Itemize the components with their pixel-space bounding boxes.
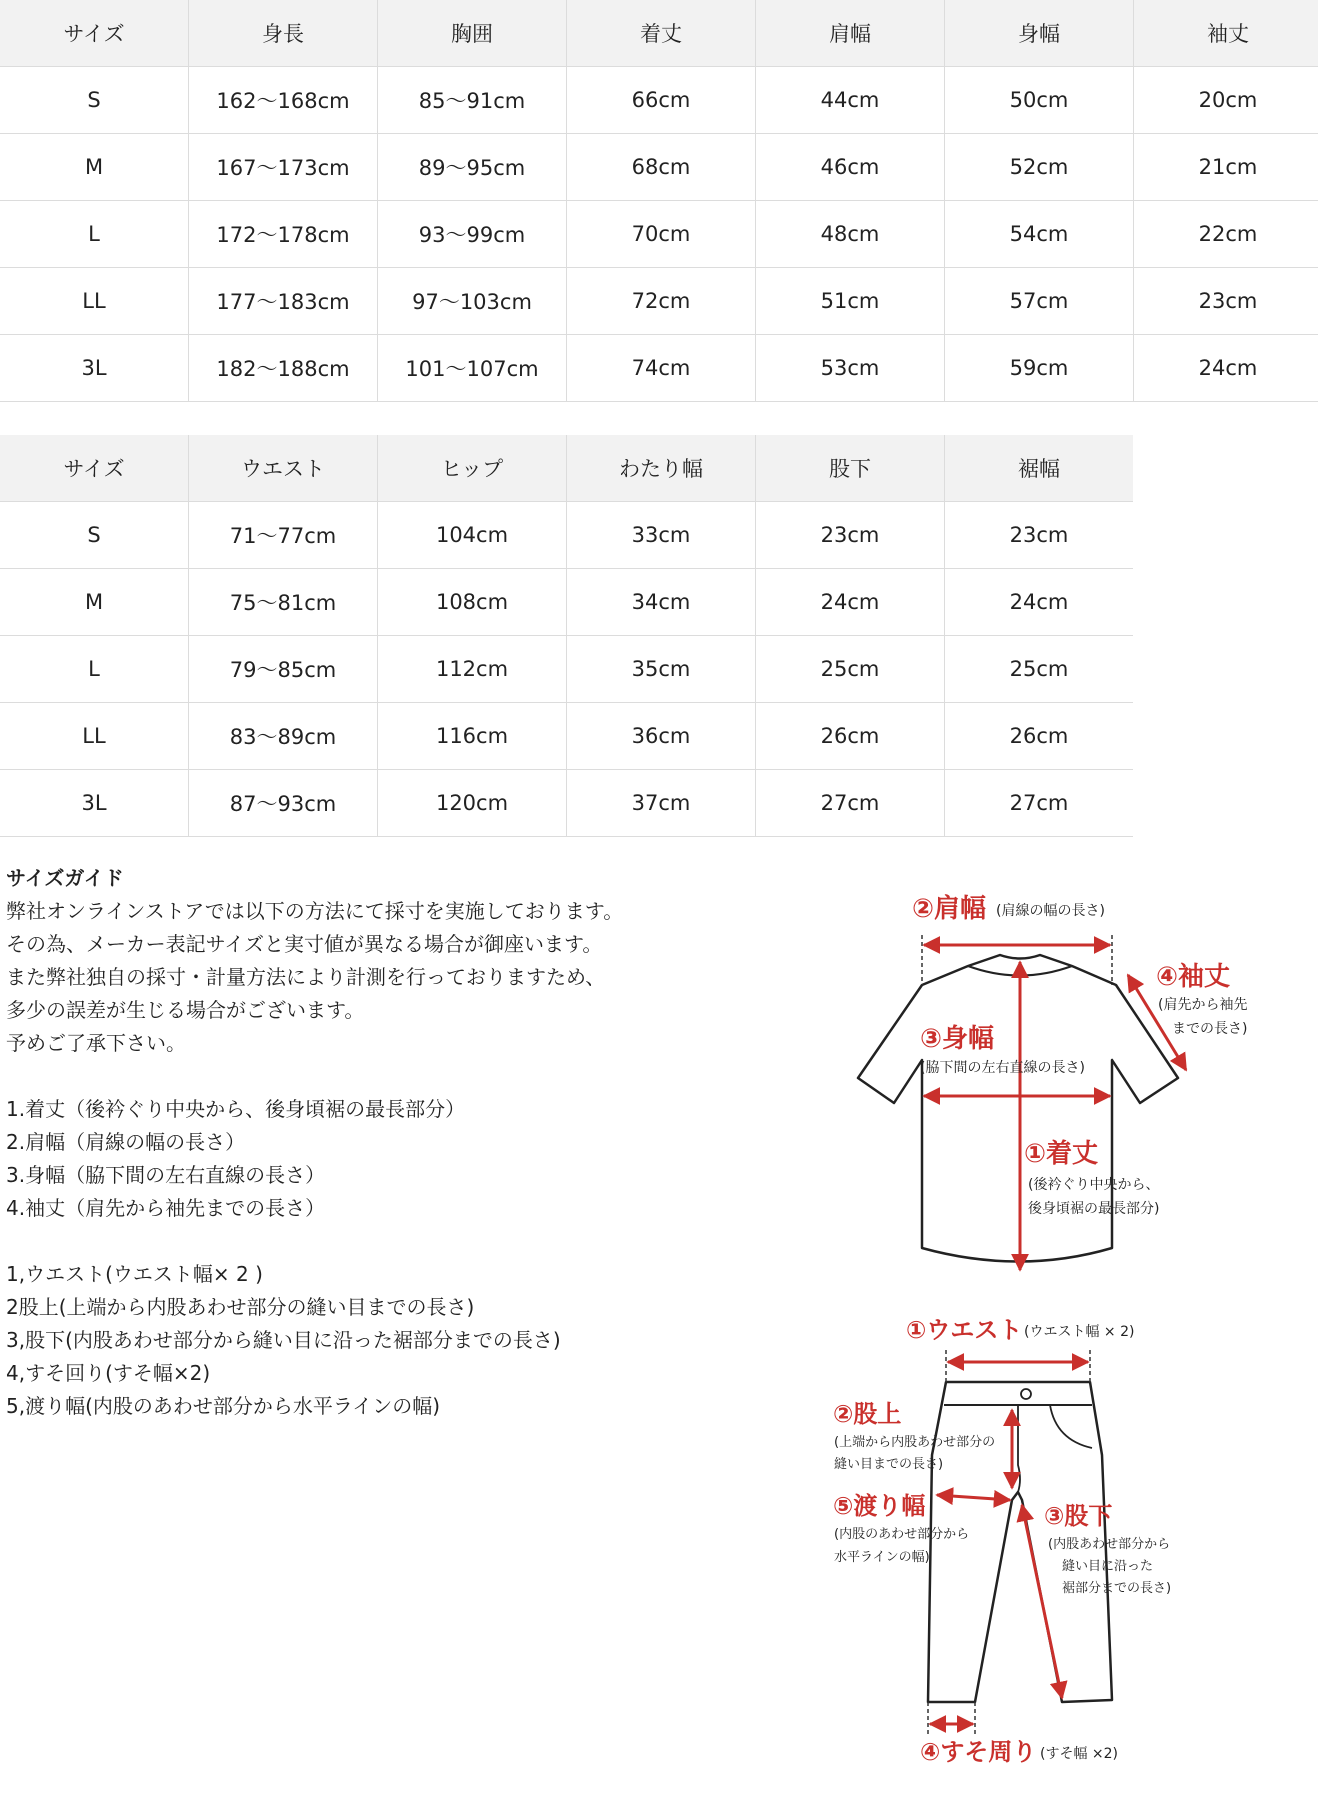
guide-intro-line: 多少の誤差が生じる場合がございます。 xyxy=(6,998,365,1022)
table-cell: L xyxy=(0,636,189,703)
guide-intro-line: また弊社独自の採寸・計量方法により計測を行っておりますため、 xyxy=(6,965,606,989)
thigh-note-2: 水平ラインの幅) xyxy=(834,1550,930,1565)
header-cell: わたり幅 xyxy=(567,435,756,502)
table-cell: LL xyxy=(0,268,189,335)
bottoms-point: 2股上(上端から内股あわせ部分の縫い目までの長さ) xyxy=(6,1295,475,1319)
table-cell: 72cm xyxy=(567,268,756,335)
table-cell: 70cm xyxy=(567,201,756,268)
table-cell: M xyxy=(0,134,189,201)
inseam-note-3: 裾部分までの長さ) xyxy=(1062,1581,1172,1596)
table-row xyxy=(0,268,1318,335)
tops-size-table xyxy=(0,0,1318,402)
size-guide-title: サイズガイド xyxy=(6,866,124,890)
table-cell: 25cm xyxy=(756,636,945,703)
table-cell: 24cm xyxy=(756,569,945,636)
table-cell: 25cm xyxy=(945,636,1134,703)
header-cell: ウエスト xyxy=(189,435,378,502)
table-cell: 48cm xyxy=(756,201,945,268)
length-note-2: 後身頃裾の最長部分) xyxy=(1028,1201,1160,1217)
table-cell: 83〜89cm xyxy=(189,703,378,770)
header-cell: 着丈 xyxy=(567,0,756,67)
table-cell: 46cm xyxy=(756,134,945,201)
table-cell: L xyxy=(0,201,189,268)
table-row xyxy=(0,569,1133,636)
table-row xyxy=(0,502,1133,569)
header-cell: 股下 xyxy=(756,435,945,502)
table-cell: 104cm xyxy=(378,502,567,569)
table-cell: 89〜95cm xyxy=(378,134,567,201)
table-cell: 50cm xyxy=(945,67,1134,134)
table-cell: 3L xyxy=(0,770,189,837)
rise-note-1: (上端から内股あわせ部分の xyxy=(834,1435,996,1450)
table-cell: 57cm xyxy=(945,268,1134,335)
table-cell: 23cm xyxy=(1134,268,1318,335)
table-cell: 74cm xyxy=(567,335,756,402)
table-cell: 66cm xyxy=(567,67,756,134)
bottoms-point: 4,すそ回り(すそ幅×2) xyxy=(6,1361,211,1385)
body-width-note: (脇下間の左右直線の長さ) xyxy=(920,1060,1085,1076)
length-title: ①着丈 xyxy=(1024,1139,1099,1169)
header-cell: 袖丈 xyxy=(1134,0,1318,67)
tops-point: 2.肩幅（肩線の幅の長さ） xyxy=(6,1130,246,1154)
table-cell: 53cm xyxy=(756,335,945,402)
shoulder-title: ②肩幅 xyxy=(912,894,987,924)
bottoms-point: 3,股下(内股あわせ部分から縫い目に沿った裾部分までの長さ) xyxy=(6,1328,561,1352)
table-cell: 35cm xyxy=(567,636,756,703)
rise-title: ②股上 xyxy=(833,1400,902,1428)
header-cell: 胸囲 xyxy=(378,0,567,67)
table-cell: 52cm xyxy=(945,134,1134,201)
table-cell: 59cm xyxy=(945,335,1134,402)
rise-note-2: 縫い目までの長さ) xyxy=(834,1457,944,1472)
header-cell: 裾幅 xyxy=(945,435,1134,502)
table-row xyxy=(0,770,1133,837)
table-cell: 167〜173cm xyxy=(189,134,378,201)
header-cell: サイズ xyxy=(0,435,189,502)
guide-intro-line: 弊社オンラインストアでは以下の方法にて採寸を実施しております。 xyxy=(6,899,624,923)
table-header-row xyxy=(0,435,1133,502)
table-cell: 71〜77cm xyxy=(189,502,378,569)
hem-title: ④すそ周り xyxy=(920,1738,1037,1766)
sleeve-note-2: までの長さ) xyxy=(1172,1021,1248,1037)
bottoms-point: 5,渡り幅(内股のあわせ部分から水平ラインの幅) xyxy=(6,1394,441,1418)
size-guide-text xyxy=(6,862,726,1423)
table-cell: 20cm xyxy=(1134,67,1318,134)
table-cell: 177〜183cm xyxy=(189,268,378,335)
table-row xyxy=(0,636,1133,703)
table-cell: 101〜107cm xyxy=(378,335,567,402)
table-cell: 97〜103cm xyxy=(378,268,567,335)
shirt-measurement-diagram xyxy=(840,880,1280,1280)
bottoms-point: 1,ウエスト(ウエスト幅× 2 ) xyxy=(6,1262,263,1286)
sleeve-title: ④袖丈 xyxy=(1156,962,1231,992)
table-cell: 162〜168cm xyxy=(189,67,378,134)
length-note-1: (後衿ぐり中央から、 xyxy=(1028,1177,1160,1193)
table-row xyxy=(0,134,1318,201)
inseam-note-2: 縫い目に沿った xyxy=(1062,1559,1154,1574)
table-cell: 21cm xyxy=(1134,134,1318,201)
thigh-title: ⑤渡り幅 xyxy=(833,1492,926,1520)
table-cell: 24cm xyxy=(1134,335,1318,402)
header-cell: ヒップ xyxy=(378,435,567,502)
table-cell: 116cm xyxy=(378,703,567,770)
tops-point: 1.着丈（後衿ぐり中央から、後身頃裾の最長部分） xyxy=(6,1097,466,1121)
tops-point: 4.袖丈（肩先から袖先までの長さ） xyxy=(6,1196,326,1220)
table-cell: 26cm xyxy=(756,703,945,770)
table-row xyxy=(0,335,1318,402)
table-cell: 120cm xyxy=(378,770,567,837)
table-cell: S xyxy=(0,502,189,569)
body-width-title: ③身幅 xyxy=(920,1024,995,1054)
table-cell: 172〜178cm xyxy=(189,201,378,268)
table-row xyxy=(0,703,1133,770)
shoulder-note: (肩線の幅の長さ) xyxy=(996,903,1105,919)
table-cell: 93〜99cm xyxy=(378,201,567,268)
table-cell: 85〜91cm xyxy=(378,67,567,134)
inseam-note-1: (内股あわせ部分から xyxy=(1048,1537,1171,1552)
header-cell: 身幅 xyxy=(945,0,1134,67)
table-cell: 112cm xyxy=(378,636,567,703)
sleeve-note-1: (肩先から袖先 xyxy=(1158,997,1248,1013)
header-cell: サイズ xyxy=(0,0,189,67)
bottoms-size-table xyxy=(0,435,1133,837)
guide-intro-line: 予めご了承下さい。 xyxy=(6,1031,186,1055)
table-cell: 34cm xyxy=(567,569,756,636)
table-cell: 23cm xyxy=(945,502,1134,569)
table-row xyxy=(0,201,1318,268)
waist-note: (ウエスト幅 × 2) xyxy=(1024,1324,1135,1340)
table-cell: 87〜93cm xyxy=(189,770,378,837)
table-cell: S xyxy=(0,67,189,134)
spacer xyxy=(6,1225,726,1258)
table-cell: 51cm xyxy=(756,268,945,335)
table-cell: LL xyxy=(0,703,189,770)
table-cell: 3L xyxy=(0,335,189,402)
table-cell: 24cm xyxy=(945,569,1134,636)
table-cell: 79〜85cm xyxy=(189,636,378,703)
table-cell: 182〜188cm xyxy=(189,335,378,402)
table-cell: 37cm xyxy=(567,770,756,837)
waist-title: ①ウエスト xyxy=(906,1316,1023,1344)
guide-intro-line: その為、メーカー表記サイズと実寸値が異なる場合が御座います。 xyxy=(6,932,603,956)
table-cell: 23cm xyxy=(756,502,945,569)
table-cell: 26cm xyxy=(945,703,1134,770)
table-cell: 36cm xyxy=(567,703,756,770)
inseam-title: ③股下 xyxy=(1044,1502,1113,1530)
pants-measurement-diagram xyxy=(830,1300,1270,1800)
table-cell: 108cm xyxy=(378,569,567,636)
table-cell: M xyxy=(0,569,189,636)
table-cell: 33cm xyxy=(567,502,756,569)
table-cell: 54cm xyxy=(945,201,1134,268)
table-cell: 68cm xyxy=(567,134,756,201)
table-cell: 27cm xyxy=(945,770,1134,837)
table-header-row xyxy=(0,0,1318,67)
table-cell: 22cm xyxy=(1134,201,1318,268)
header-cell: 身長 xyxy=(189,0,378,67)
hem-note: (すそ幅 ×2) xyxy=(1040,1746,1119,1762)
header-cell: 肩幅 xyxy=(756,0,945,67)
table-cell: 44cm xyxy=(756,67,945,134)
thigh-note-1: (内股のあわせ部分から xyxy=(834,1527,970,1542)
tops-point: 3.身幅（脇下間の左右直線の長さ） xyxy=(6,1163,326,1187)
table-cell: 75〜81cm xyxy=(189,569,378,636)
spacer xyxy=(6,1060,726,1093)
table-cell: 27cm xyxy=(756,770,945,837)
table-row xyxy=(0,67,1318,134)
